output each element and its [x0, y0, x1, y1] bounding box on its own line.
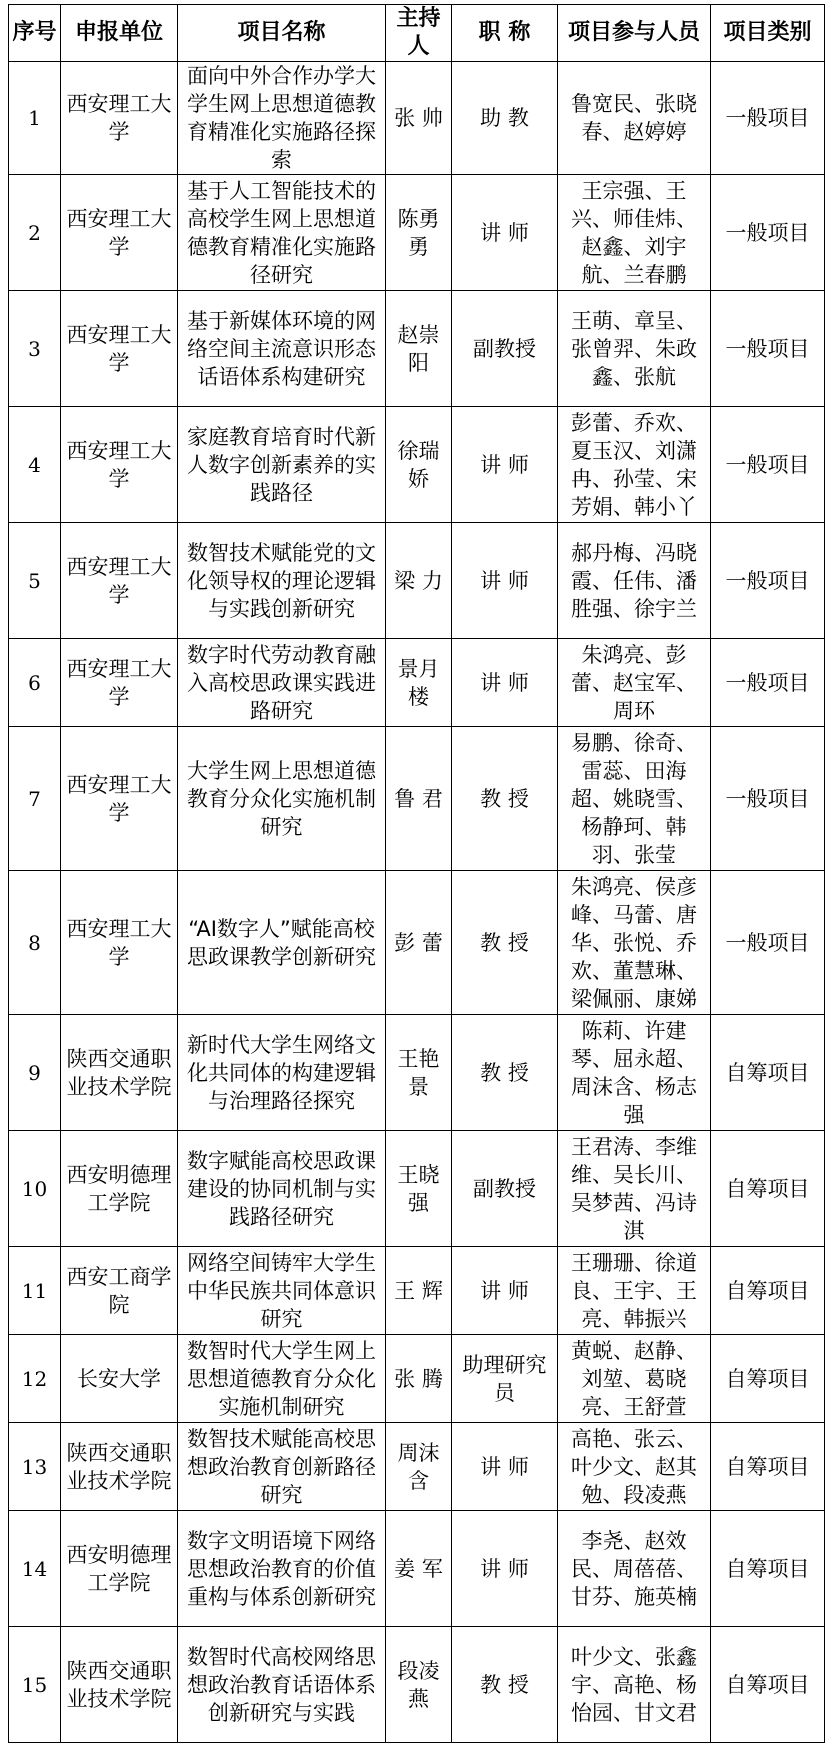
- cell-category: 一般项目: [711, 727, 825, 871]
- header-row: [9, 5, 825, 62]
- cell-unit: 西安理工大学: [61, 639, 178, 727]
- table-row: [9, 1423, 825, 1511]
- cell-host: 王 辉: [386, 1247, 452, 1335]
- header-title: 职 称: [452, 5, 558, 62]
- table-row: [9, 1131, 825, 1247]
- cell-title: 副教授: [452, 291, 558, 407]
- cell-title: 教 授: [452, 871, 558, 1015]
- cell-participants: 高艳、张云、叶少文、赵其勉、段凌燕: [558, 1423, 711, 1511]
- table-row: [9, 1627, 825, 1743]
- cell-index: 14: [9, 1511, 61, 1627]
- table-row: [9, 639, 825, 727]
- table-row: [9, 523, 825, 639]
- cell-index: 11: [9, 1247, 61, 1335]
- cell-participants: 叶少文、张鑫宇、高艳、杨怡园、甘文君: [558, 1627, 711, 1743]
- cell-unit: 西安理工大学: [61, 62, 178, 175]
- header-participants: 项目参与人员: [558, 5, 711, 62]
- cell-participants: 鲁宽民、张晓春、赵婷婷: [558, 62, 711, 175]
- cell-title: 副教授: [452, 1131, 558, 1247]
- table-row: [9, 175, 825, 291]
- header-host: 主持人: [386, 5, 452, 62]
- cell-unit: 西安工商学院: [61, 1247, 178, 1335]
- cell-project-name: 面向中外合作办学大学生网上思想道德教育精准化实施路径探索: [178, 62, 386, 175]
- cell-project-name: 数智技术赋能党的文化领导权的理论逻辑与实践创新研究: [178, 523, 386, 639]
- table-row: [9, 62, 825, 175]
- cell-project-name: 数字赋能高校思政课建设的协同机制与实践路径研究: [178, 1131, 386, 1247]
- cell-project-name: 大学生网上思想道德教育分众化实施机制研究: [178, 727, 386, 871]
- table-row: [9, 1511, 825, 1627]
- cell-title: 教 授: [452, 727, 558, 871]
- cell-category: 一般项目: [711, 523, 825, 639]
- project-table-container: [8, 4, 824, 1743]
- cell-category: 一般项目: [711, 871, 825, 1015]
- header-unit: 申报单位: [61, 5, 178, 62]
- cell-host: 景月楼: [386, 639, 452, 727]
- cell-participants: 王君涛、李维维、吴长川、吴梦茜、冯诗淇: [558, 1131, 711, 1247]
- cell-index: 4: [9, 407, 61, 523]
- cell-index: 9: [9, 1015, 61, 1131]
- cell-project-name: 数智时代大学生网上思想道德教育分众化实施机制研究: [178, 1335, 386, 1423]
- table-row: [9, 727, 825, 871]
- cell-participants: 朱鸿亮、侯彦峰、马蕾、唐华、张悦、乔欢、董慧琳、梁佩丽、康娣: [558, 871, 711, 1015]
- cell-title: 助理研究员: [452, 1335, 558, 1423]
- cell-host: 王艳景: [386, 1015, 452, 1131]
- cell-category: 一般项目: [711, 407, 825, 523]
- cell-category: 自筹项目: [711, 1423, 825, 1511]
- cell-unit: 陕西交通职业技术学院: [61, 1015, 178, 1131]
- cell-unit: 西安理工大学: [61, 523, 178, 639]
- cell-category: 自筹项目: [711, 1247, 825, 1335]
- cell-host: 陈勇勇: [386, 175, 452, 291]
- cell-host: 张 腾: [386, 1335, 452, 1423]
- cell-category: 一般项目: [711, 62, 825, 175]
- cell-unit: 西安理工大学: [61, 175, 178, 291]
- cell-host: 徐瑞娇: [386, 407, 452, 523]
- cell-index: 1: [9, 62, 61, 175]
- project-table: [8, 4, 825, 1743]
- cell-category: 自筹项目: [711, 1131, 825, 1247]
- header-index: 序号: [9, 5, 61, 62]
- cell-project-name: “AI数字人”赋能高校思政课教学创新研究: [178, 871, 386, 1015]
- cell-project-name: 新时代大学生网络文化共同体的构建逻辑与治理路径探究: [178, 1015, 386, 1131]
- cell-title: 讲 师: [452, 407, 558, 523]
- cell-category: 一般项目: [711, 175, 825, 291]
- cell-project-name: 数智技术赋能高校思想政治教育创新路径研究: [178, 1423, 386, 1511]
- header-category: 项目类别: [711, 5, 825, 62]
- cell-title: 教 授: [452, 1627, 558, 1743]
- cell-unit: 西安明德理工学院: [61, 1131, 178, 1247]
- cell-participants: 朱鸿亮、彭蕾、赵宝军、周环: [558, 639, 711, 727]
- cell-unit: 西安理工大学: [61, 871, 178, 1015]
- cell-host: 彭 蕾: [386, 871, 452, 1015]
- table-row: [9, 1247, 825, 1335]
- cell-index: 2: [9, 175, 61, 291]
- cell-index: 15: [9, 1627, 61, 1743]
- cell-unit: 西安理工大学: [61, 727, 178, 871]
- table-row: [9, 871, 825, 1015]
- cell-title: 讲 师: [452, 1511, 558, 1627]
- table-row: [9, 1015, 825, 1131]
- cell-project-name: 网络空间铸牢大学生中华民族共同体意识研究: [178, 1247, 386, 1335]
- cell-index: 3: [9, 291, 61, 407]
- cell-unit: 陕西交通职业技术学院: [61, 1627, 178, 1743]
- header-project-name: 项目名称: [178, 5, 386, 62]
- cell-title: 讲 师: [452, 639, 558, 727]
- cell-participants: 彭蕾、乔欢、夏玉汉、刘潇冉、孙莹、宋芳娟、韩小丫: [558, 407, 711, 523]
- table-row: [9, 1335, 825, 1423]
- cell-host: 姜 军: [386, 1511, 452, 1627]
- cell-participants: 王珊珊、徐道良、王宇、王亮、韩振兴: [558, 1247, 711, 1335]
- cell-title: 教 授: [452, 1015, 558, 1131]
- cell-host: 张 帅: [386, 62, 452, 175]
- cell-host: 周沫含: [386, 1423, 452, 1511]
- cell-participants: 王宗强、王兴、师佳炜、赵鑫、刘宇航、兰春鹏: [558, 175, 711, 291]
- cell-category: 自筹项目: [711, 1511, 825, 1627]
- cell-project-name: 基于新媒体环境的网络空间主流意识形态话语体系构建研究: [178, 291, 386, 407]
- cell-host: 梁 力: [386, 523, 452, 639]
- cell-unit: 长安大学: [61, 1335, 178, 1423]
- cell-index: 13: [9, 1423, 61, 1511]
- cell-participants: 王萌、章呈、张曾羿、朱政鑫、张航: [558, 291, 711, 407]
- cell-project-name: 数字文明语境下网络思想政治教育的价值重构与体系创新研究: [178, 1511, 386, 1627]
- cell-unit: 西安理工大学: [61, 407, 178, 523]
- cell-category: 自筹项目: [711, 1335, 825, 1423]
- cell-title: 讲 师: [452, 523, 558, 639]
- cell-category: 自筹项目: [711, 1015, 825, 1131]
- cell-category: 一般项目: [711, 291, 825, 407]
- cell-participants: 李尧、赵效民、周蓓蓓、甘芬、施英楠: [558, 1511, 711, 1627]
- cell-host: 段凌燕: [386, 1627, 452, 1743]
- cell-index: 5: [9, 523, 61, 639]
- cell-category: 一般项目: [711, 639, 825, 727]
- cell-category: 自筹项目: [711, 1627, 825, 1743]
- cell-unit: 西安理工大学: [61, 291, 178, 407]
- cell-host: 王晓强: [386, 1131, 452, 1247]
- cell-unit: 西安明德理工学院: [61, 1511, 178, 1627]
- cell-index: 12: [9, 1335, 61, 1423]
- table-row: [9, 291, 825, 407]
- cell-project-name: 家庭教育培育时代新人数字创新素养的实践路径: [178, 407, 386, 523]
- cell-index: 8: [9, 871, 61, 1015]
- cell-index: 10: [9, 1131, 61, 1247]
- cell-unit: 陕西交通职业技术学院: [61, 1423, 178, 1511]
- table-row: [9, 407, 825, 523]
- cell-participants: 陈莉、许建琴、屈永超、周沫含、杨志强: [558, 1015, 711, 1131]
- cell-project-name: 数智时代高校网络思想政治教育话语体系创新研究与实践: [178, 1627, 386, 1743]
- cell-index: 6: [9, 639, 61, 727]
- cell-index: 7: [9, 727, 61, 871]
- cell-title: 讲 师: [452, 1247, 558, 1335]
- cell-participants: 郝丹梅、冯晓霞、任伟、潘胜强、徐宇兰: [558, 523, 711, 639]
- cell-host: 赵崇阳: [386, 291, 452, 407]
- cell-host: 鲁 君: [386, 727, 452, 871]
- cell-participants: 黄蜕、赵静、刘堃、葛晓亮、王舒萱: [558, 1335, 711, 1423]
- cell-project-name: 基于人工智能技术的高校学生网上思想道德教育精准化实施路径研究: [178, 175, 386, 291]
- cell-participants: 易鹏、徐奇、雷蕊、田海超、姚晓雪、杨静珂、韩羽、张莹: [558, 727, 711, 871]
- cell-title: 助 教: [452, 62, 558, 175]
- cell-project-name: 数字时代劳动教育融入高校思政课实践进路研究: [178, 639, 386, 727]
- cell-title: 讲 师: [452, 175, 558, 291]
- cell-title: 讲 师: [452, 1423, 558, 1511]
